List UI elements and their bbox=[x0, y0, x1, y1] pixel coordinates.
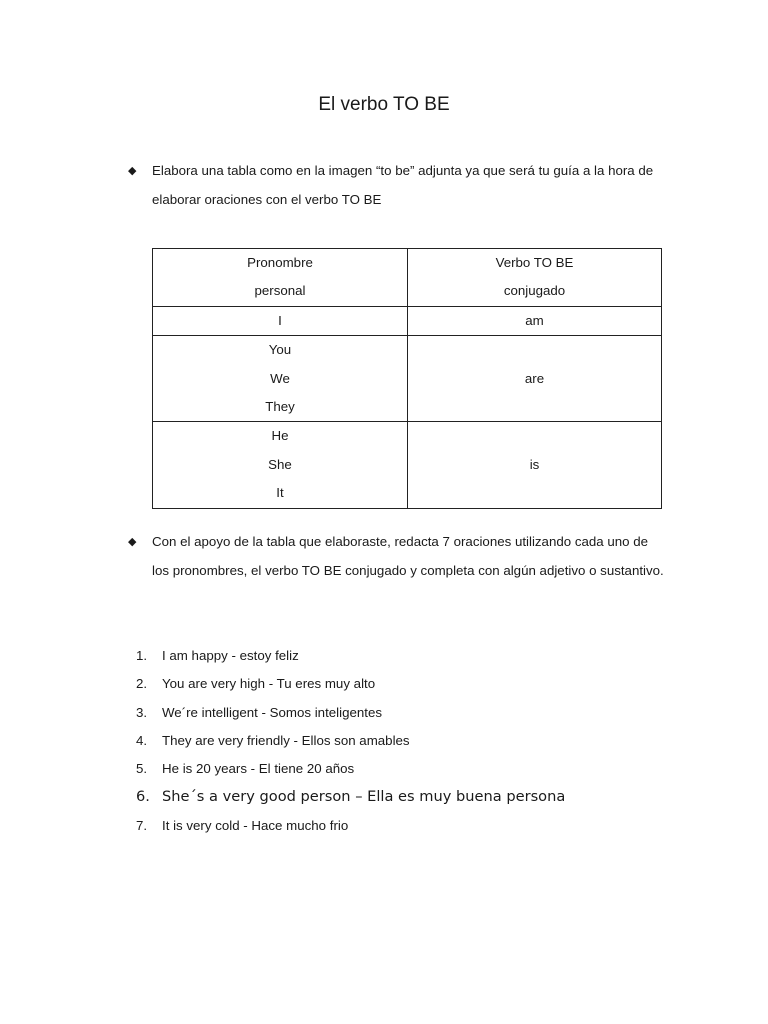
list-number: 2. bbox=[136, 676, 148, 692]
diamond-bullet-icon: ◆ bbox=[128, 165, 137, 177]
verb-cell: are bbox=[408, 336, 662, 422]
list-number: 4. bbox=[136, 732, 148, 748]
pronoun: They bbox=[265, 399, 295, 415]
header-pronoun-line1: Pronombre bbox=[247, 255, 313, 270]
table-row bbox=[153, 422, 662, 508]
header-verb-line1: Verbo TO BE bbox=[495, 255, 574, 270]
pronoun-cell bbox=[153, 422, 408, 508]
pronoun: She bbox=[268, 456, 292, 472]
table-row bbox=[153, 336, 662, 422]
sentence-text: It is very cold - Hace mucho frio bbox=[162, 817, 349, 833]
list-item bbox=[136, 727, 696, 755]
pronoun-cell bbox=[153, 336, 408, 422]
header-verb-cell bbox=[408, 249, 662, 307]
list-item bbox=[136, 812, 696, 840]
diamond-bullet-icon: ◆ bbox=[128, 536, 137, 548]
instruction-2-text: Con el apoyo de la tabla que elaboraste, redacta 7 oraciones utilizando cada uno de los pronombres, el verbo TO BE conjugado y completa con algún adjetivo o sustantivo. bbox=[152, 534, 664, 578]
sentence-text: They are very friendly - Ellos son amables bbox=[162, 732, 410, 748]
list-item bbox=[136, 642, 696, 670]
pronoun: I bbox=[278, 312, 282, 328]
pronoun: It bbox=[276, 485, 284, 501]
header-pronoun-line2: personal bbox=[254, 283, 306, 299]
page-title: El verbo TO BE bbox=[318, 94, 450, 115]
pronoun: He bbox=[271, 428, 289, 444]
sentence-list bbox=[136, 642, 696, 840]
list-number: 3. bbox=[136, 704, 148, 720]
list-item bbox=[136, 670, 696, 698]
instruction-2 bbox=[128, 528, 668, 585]
list-number: 6. bbox=[136, 788, 150, 806]
pronoun: You bbox=[268, 342, 292, 358]
sentence-text: You are very high - Tu eres muy alto bbox=[162, 676, 376, 692]
list-item bbox=[136, 783, 696, 811]
instruction-1 bbox=[128, 157, 668, 214]
header-pronoun-cell bbox=[153, 249, 408, 307]
list-number: 7. bbox=[136, 817, 148, 833]
header-verb-line2: conjugado bbox=[503, 283, 566, 299]
verb-cell: is bbox=[408, 422, 662, 508]
pronoun-cell bbox=[153, 306, 408, 335]
verb-cell: am bbox=[408, 306, 662, 335]
table-row bbox=[153, 306, 662, 335]
list-number: 5. bbox=[136, 761, 148, 777]
sentence-text: I am happy - estoy feliz bbox=[162, 648, 299, 663]
list-number: 1. bbox=[136, 648, 148, 663]
sentence-text: She´s a very good person – Ella es muy buena persona bbox=[162, 788, 566, 806]
sentence-text: We´re intelligent - Somos inteligentes bbox=[162, 704, 382, 720]
sentence-text: He is 20 years - El tiene 20 años bbox=[162, 761, 355, 777]
list-item bbox=[136, 699, 696, 727]
instruction-1-text: Elabora una tabla como en la imagen “to be” adjunta ya que será tu guía a la hora de elaborar oraciones con el verbo TO BE bbox=[152, 163, 654, 207]
table-header-row bbox=[153, 249, 662, 307]
pronoun: We bbox=[270, 370, 290, 386]
list-item bbox=[136, 755, 696, 783]
to-be-table bbox=[152, 248, 662, 509]
